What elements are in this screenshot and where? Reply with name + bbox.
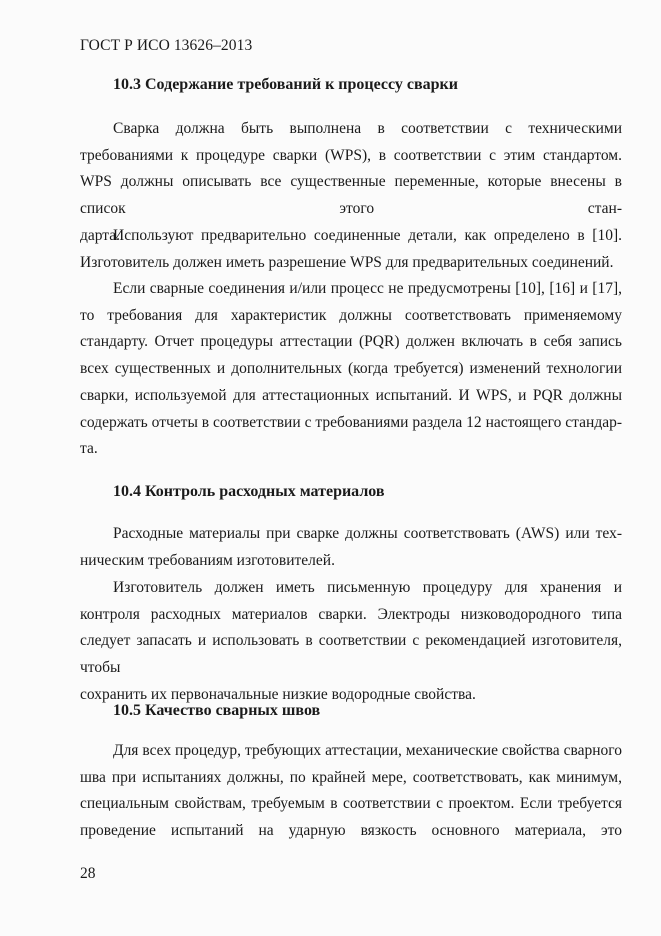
paragraph-tail: дарта. xyxy=(80,226,121,244)
paragraph-body: Сварка должна быть выполнена в соответствии с техническими требованиями к процедуре сварки (WPS), в соответствии с этим стандартом. WPS должны описывать все существенные переменные, которые внесены в список этого стан- xyxy=(80,120,622,218)
document-header: ГОСТ Р ИСО 13626–2013 xyxy=(80,37,253,54)
paragraph xyxy=(80,223,622,276)
paragraph-body: Изготовитель должен иметь письменную процедуру для хранения и контроля расходных материалов сварки. Электроды низководородного типа следует запасать и использовать в соответствии с рекомендацией изготовителя, чтобы xyxy=(80,579,622,677)
paragraph-tail: Изготовитель должен иметь разрешение WPS для предварительных соединений. xyxy=(80,253,614,271)
page-number: 28 xyxy=(80,865,96,882)
section-heading-10-5: 10.5 Качество сварных швов xyxy=(113,702,321,719)
paragraph xyxy=(80,738,622,845)
section-heading-10-3: 10.3 Содержание требований к процессу сварки xyxy=(113,76,458,93)
paragraph xyxy=(80,276,622,463)
paragraph-body: Если сварные соединения и/или процесс не предусмотрены [10], [16] и [17], то требования для характеристик должны соответствовать применяемому стандарту. Отчет процедуры аттестации (PQR) должен включать в себя запись всех существенных и дополнительных (когда требуется) изменений технологии сварки, используемой для аттестационных испытаний. И WPS, и PQR должны содержать отчеты в соответствии с требованиями раздела 12 настоящего стандар- xyxy=(80,280,622,431)
paragraph-body: Расходные материалы при сварке должны соответствовать (AWS) или тех- xyxy=(113,525,622,542)
paragraph xyxy=(80,575,622,709)
paragraph-tail: та. xyxy=(80,440,98,458)
section-heading-10-4: 10.4 Контроль расходных материалов xyxy=(113,483,385,500)
paragraph-body: Используют предварительно соединенные детали, как определено в [10]. xyxy=(113,227,622,244)
paragraph-tail: сохранить их первоначальные низкие водородные свойства. xyxy=(80,685,476,703)
paragraph-body: Для всех процедур, требующих аттестации, механические свойства сварного шва при испытаниях должны, по крайней мере, соответствовать, как минимум, специальным свойствам, требуемым в соответствии с проектом. Если требуется проведение испытаний на ударную вязкость основного материала, это xyxy=(80,742,622,840)
paragraph-tail: ническим требованиям изготовителей. xyxy=(80,551,335,569)
paragraph xyxy=(80,521,622,574)
